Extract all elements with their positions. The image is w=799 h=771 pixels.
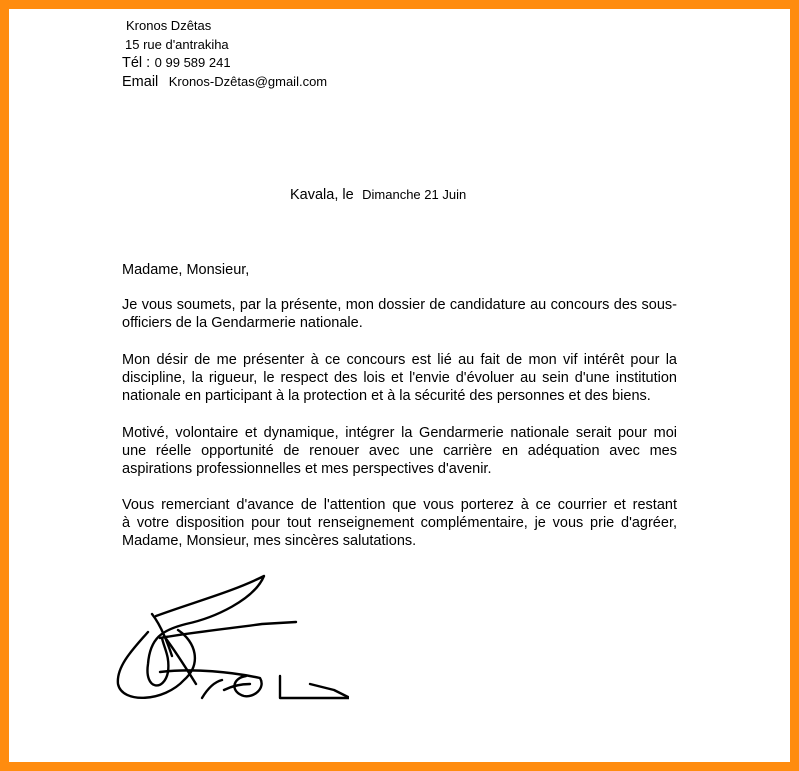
- date-line: [290, 186, 466, 204]
- date-value: Dimanche 21 Juin: [362, 187, 467, 202]
- paragraph-line: nationale en participant à la protection et à la sécurité des personnes et des biens.: [122, 388, 651, 405]
- sender-address: 15 rue d'antrakiha: [125, 37, 229, 52]
- paragraph-4: [122, 496, 677, 551]
- paragraph-3: [122, 424, 677, 479]
- sender-phone: [122, 54, 231, 72]
- paragraph-line: Je vous soumets, par la présente, mon dossier de candidature au concours des sous-: [122, 297, 677, 313]
- paragraph-line: à votre disposition pour tout renseignement complémentaire, je vous prie d'agréer,: [122, 515, 677, 532]
- paragraph-line: Madame, Monsieur, mes sincères salutations.: [122, 533, 417, 550]
- date-prefix: Kavala, le: [290, 187, 354, 203]
- phone-label: Tél :: [122, 55, 151, 71]
- paragraph-line: Motivé, volontaire et dynamique, intégrer la Gendarmerie nationale serait pour moi: [122, 425, 677, 441]
- signature-stroke: [202, 680, 222, 698]
- letter-page: [9, 9, 790, 762]
- signature: [104, 572, 349, 712]
- sender-name: Kronos Dzêtas: [126, 18, 212, 33]
- paragraph-line: Vous remerciant d'avance de l'attention que vous porterez à ce courrier et restant: [122, 497, 677, 513]
- paragraph-line: officiers de la Gendarmerie nationale.: [122, 315, 363, 332]
- paragraph-line: une réelle opportunité de renouer avec une carrière en adéquation avec mes: [122, 443, 677, 460]
- email-value: Kronos-Dzêtas@gmail.com: [168, 74, 328, 89]
- signature-stroke: [280, 676, 349, 698]
- sender-email: [122, 73, 327, 91]
- paragraph-1: [122, 296, 677, 332]
- paragraph-line: Mon désir de me présenter à ce concours est lié au fait de mon vif intérêt pour la: [122, 352, 677, 368]
- paragraph-2: [122, 351, 677, 406]
- paragraph-line: aspirations professionnelles et mes perspectives d'avenir.: [122, 461, 492, 478]
- signature-stroke: [310, 684, 349, 698]
- phone-value: 0 99 589 241: [154, 55, 231, 70]
- email-label: Email: [122, 74, 159, 90]
- signature-stroke: [224, 684, 250, 690]
- paragraph-line: discipline, la rigueur, le respect des lois et l'envie d'évoluer au sein d'une institution: [122, 370, 677, 387]
- greeting: Madame, Monsieur,: [122, 262, 250, 278]
